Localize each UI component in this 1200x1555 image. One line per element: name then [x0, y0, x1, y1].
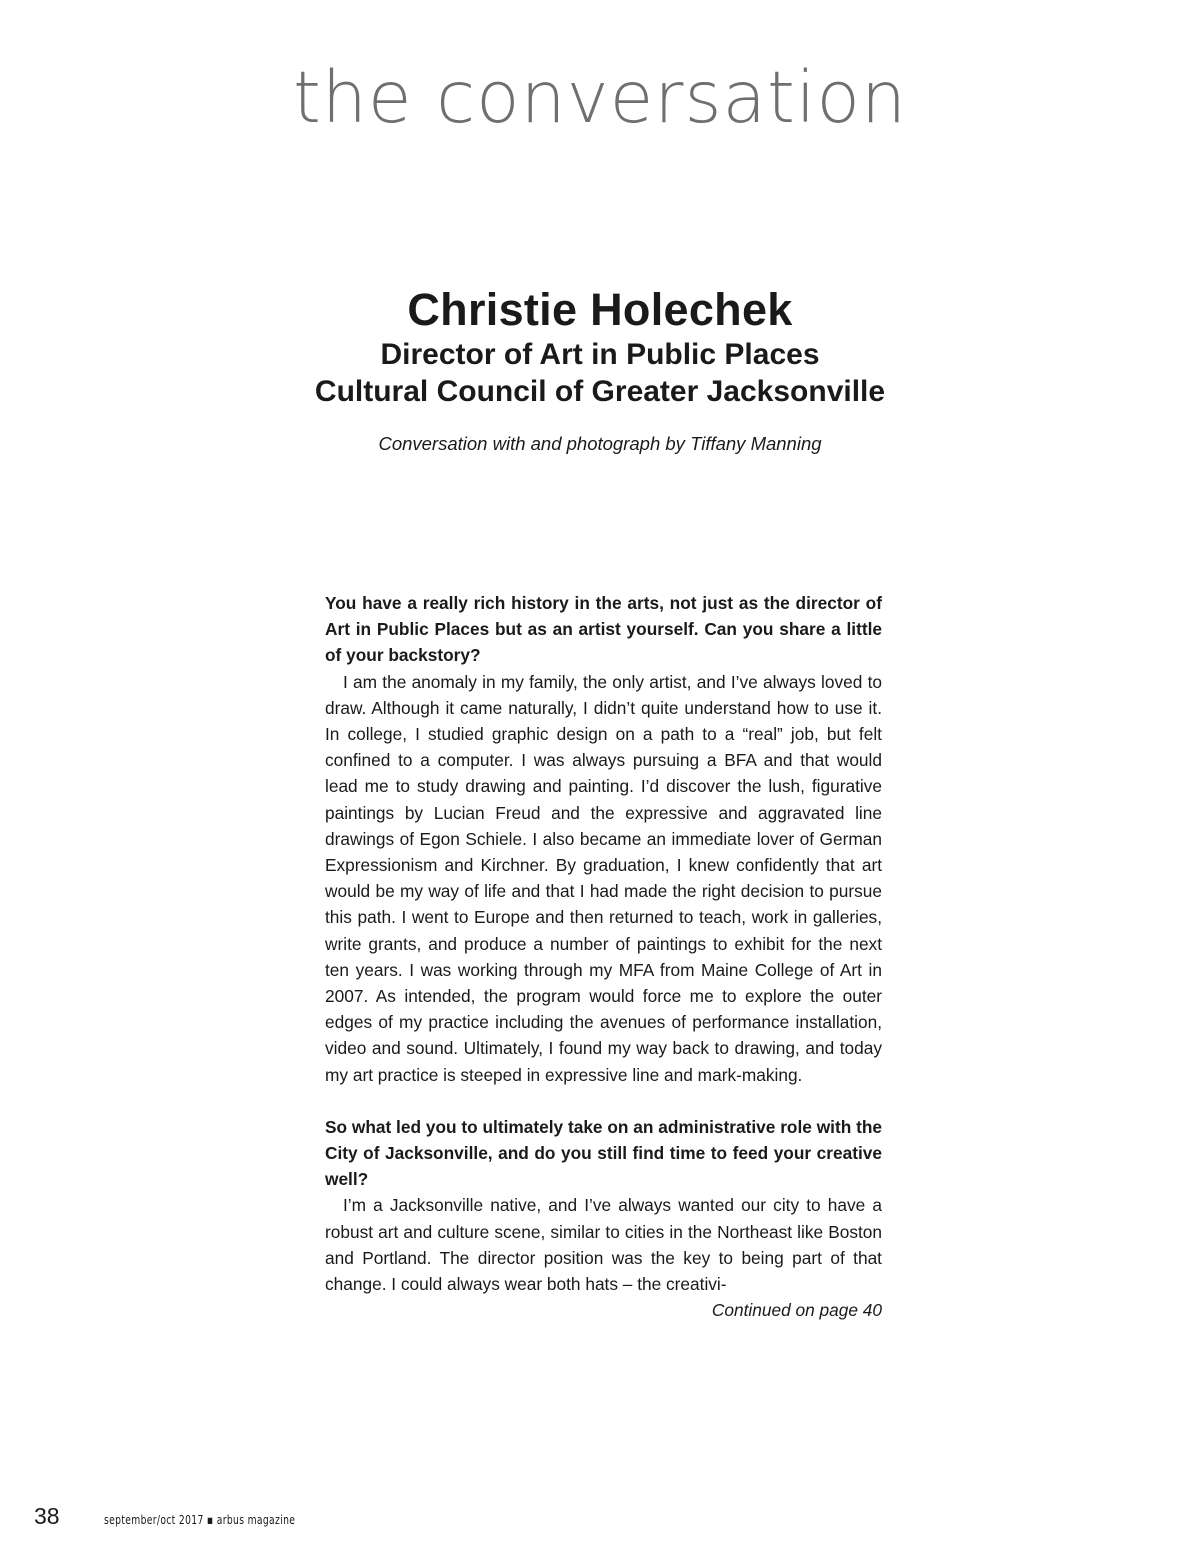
paragraph-gap [325, 1088, 882, 1114]
interviewee-organization: Cultural Council of Greater Jacksonville [314, 375, 886, 408]
page-footer [34, 1503, 337, 1543]
byline: Conversation with and photograph by Tiffany Manning [378, 433, 822, 454]
section-title: the conversation [293, 56, 907, 139]
answer-2: I’m a Jacksonville native, and I’ve always wanted our city to have a robust art and culture scene, similar to cities in the Northeast like Boston and Portland. The director position was the key to being part of that change. I could always wear both hats – the creativi- [325, 1195, 882, 1295]
question-2: So what led you to ultimately take on an administrative role with the City of Jacksonville, and do you still find time to feed your creative well? [325, 1116, 882, 1190]
article-header [0, 284, 1200, 410]
interviewee-role: Director of Art in Public Places [380, 338, 820, 371]
interviewee-name: Christie Holechek [407, 284, 793, 335]
question-1: You have a really rich history in the arts, not just as the director of Art in Public Places but as an artist yourself. Can you share a little of your backstory? [325, 593, 882, 666]
page-number: 38 [34, 1503, 60, 1529]
issue-label: september/oct 2017 ▪ arbus magazine [104, 1512, 296, 1527]
answer-1: I am the anomaly in my family, the only artist, and I’ve always loved to draw. Although it came naturally, I didn’t quite understand how to use it. In college, I studied graphic design on a path to a “real” job, but felt confined to a computer. I was always pursuing a BFA and that would lead me to study drawing and painting. I’d discover the lush, figurative paintings by Lucian Freud and the expressive and aggravated line drawings of Egon Schiele. I also became an immediate lover of German Expressionism and Kirchner. By graduation, I knew confidently that art would be my way of life and that I had made the right decision to pursue this path. I went to Europe and then returned to teach, work in galleries, write grants, and produce a number of paintings to exhibit for the next ten years. I was working through my MFA from Maine College of Art in 2007. As intended, the program would force me to explore the outer edges of my practice including the avenues of performance installation, video and sound. Ultimately, I found my way back to drawing, and today my art practice is steeped in expressive line and mark-making. [325, 671, 882, 1085]
article-body [325, 590, 882, 1323]
continued-note: Continued on page 40 [711, 1300, 882, 1321]
